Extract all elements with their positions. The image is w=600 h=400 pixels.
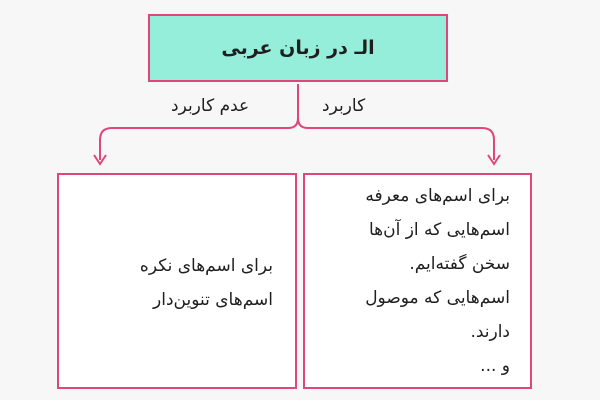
connector-to-right-box — [298, 118, 494, 160]
usage-line: سخن گفته‌ایم. — [409, 254, 510, 274]
non-usage-box — [57, 173, 297, 389]
non-usage-line: برای اسم‌های نکره — [139, 256, 273, 276]
usage-line: دارند. — [470, 322, 510, 342]
usage-line: اسم‌هایی که موصول — [365, 288, 510, 308]
usage-line: و ... — [480, 356, 510, 376]
root-node — [148, 14, 448, 82]
non-usage-line: اسم‌های تنوین‌دار — [153, 290, 273, 310]
root-label: الـ در زبان عربی — [221, 37, 375, 59]
branch-label-non-usage: عدم کاربرد — [171, 96, 250, 116]
branch-label-usage: کاربرد — [322, 96, 366, 116]
usage-line: اسم‌هایی که از آن‌ها — [368, 220, 510, 240]
usage-line: برای اسم‌های معرفه — [365, 186, 510, 206]
usage-box — [303, 173, 532, 389]
